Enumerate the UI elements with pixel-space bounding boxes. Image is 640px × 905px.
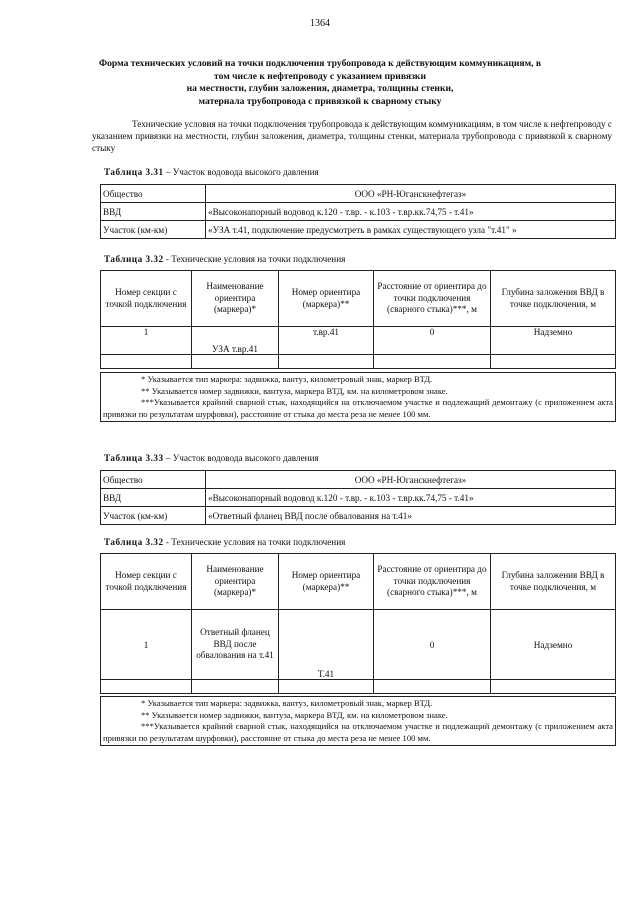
heading-line: на местности, глубин заложения, диаметра, толщины стенки, xyxy=(186,83,454,94)
table-cell: Участок (км-км) xyxy=(101,221,206,239)
table-cell: ВВД xyxy=(101,489,206,507)
table-cell: 0 xyxy=(374,327,491,355)
notes-block-b xyxy=(100,696,616,746)
footnote: * Указывается тип маркера: задвижка, вантуз, километровый знак, маркер ВТД. xyxy=(141,698,433,708)
table-cell: т.вр.41 xyxy=(279,327,374,355)
table-333 xyxy=(100,470,616,525)
footnote: ** Указывается номер задвижки, вантуза, маркера ВТД, км. на километровом знаке. xyxy=(141,385,448,396)
table-header-row xyxy=(101,554,616,610)
caption-number: Таблица 3.31 xyxy=(104,167,164,177)
table-row xyxy=(101,185,616,203)
footnote: ***Указывается крайний сварной стык, находящийся на отключаемом участке и подлежащий демонтажу (с приложением акта привязки по результатам шурфовки), расстояние от стыка до места реза не менее 100 мм. xyxy=(103,397,613,419)
table-cell xyxy=(374,680,491,694)
table-row xyxy=(101,203,616,221)
table-cell: «Высоконапорный водовод к.120 - т.вр. - к.103 - т.вр.кк.74,75 - т.41» xyxy=(206,489,616,507)
footnote: ** Указывается номер задвижки, вантуза, маркера ВТД, км. на километровом знаке. xyxy=(141,709,448,720)
footnote: * Указывается тип маркера: задвижка, вантуз, километровый знак, маркер ВТД. xyxy=(141,374,433,384)
table-cell: Общество xyxy=(101,185,206,203)
table-cell xyxy=(101,355,192,369)
table-cell: Участок (км-км) xyxy=(101,507,206,525)
heading-line: том числе к нефтепроводу с указанием привязки xyxy=(214,70,426,82)
table-row-empty xyxy=(101,680,616,694)
table-row xyxy=(101,221,616,239)
table-row xyxy=(101,610,616,680)
table-cell xyxy=(491,355,616,369)
table-332a xyxy=(100,270,616,369)
table-cell: Общество xyxy=(101,471,206,489)
caption-number: Таблица 3.32 xyxy=(104,254,164,264)
table-cell xyxy=(192,355,279,369)
table-332a-caption xyxy=(104,254,345,264)
table-cell: ВВД xyxy=(101,203,206,221)
caption-text: - Технические условия на точки подключения xyxy=(163,254,346,264)
table-cell: ООО «РН-Юганскнефтегаз» xyxy=(206,471,616,489)
table-cell xyxy=(491,680,616,694)
table-cell: ООО «РН-Юганскнефтегаз» xyxy=(206,185,616,203)
table-cell xyxy=(192,680,279,694)
table-cell: Надземно xyxy=(491,610,616,680)
table-row xyxy=(101,327,616,355)
table-cell xyxy=(374,355,491,369)
footnote: ***Указывается крайний сварной стык, находящийся на отключаемом участке и подлежащий демонтажу (с приложением акта привязки по результатам шурфовки), расстояние от стыка до места реза не менее 100 мм. xyxy=(103,721,613,743)
table-row-empty xyxy=(101,355,616,369)
intro-paragraph: Технические условия на точки подключения трубопровода к действующим коммуникациям, в том числе к нефтепроводу с указанием привязки на местности, глубин заложения, диаметра, толщины стенки, материала трубопровода с привязкой к сварному стыку xyxy=(92,119,612,153)
column-header: Расстояние от ориентира до точки подключения (сварного стыка)***, м xyxy=(374,554,491,610)
caption-text: – Участок водовода высокого давления xyxy=(163,167,319,177)
table-cell xyxy=(279,355,374,369)
column-header: Наименование ориентира (маркера)* xyxy=(192,271,279,327)
table-cell: 0 xyxy=(374,610,491,680)
table-cell: Т.41 xyxy=(279,610,374,680)
document-heading xyxy=(95,58,545,108)
table-cell: «Высоконапорный водовод к.120 - т.вр. - к.103 - т.вр.кк.74,75 - т.41» xyxy=(206,203,616,221)
table-cell xyxy=(101,680,192,694)
column-header: Номер секции с точкой подключения xyxy=(101,271,192,327)
column-header: Наименование ориентира (маркера)* xyxy=(192,554,279,610)
column-header: Номер секции с точкой подключения xyxy=(101,554,192,610)
column-header: Номер ориентира (маркера)** xyxy=(279,271,374,327)
column-header: Глубина заложения ВВД в точке подключения, м xyxy=(491,271,616,327)
table-332b xyxy=(100,553,616,694)
table-cell xyxy=(279,680,374,694)
column-header: Расстояние от ориентира до точки подключения (сварного стыка)***, м xyxy=(374,271,491,327)
notes-block-a xyxy=(100,372,616,422)
table-cell: УЗА т.вр.41 xyxy=(192,327,279,355)
table-row xyxy=(101,471,616,489)
caption-number: Таблица 3.32 xyxy=(104,537,164,547)
heading-line: материала трубопровода с привязкой к сварному стыку xyxy=(198,95,442,107)
caption-number: Таблица 3.33 xyxy=(104,453,164,463)
caption-text: - Технические условия на точки подключения xyxy=(163,537,346,547)
table-row xyxy=(101,489,616,507)
table-cell: 1 xyxy=(101,610,192,680)
table-333-caption xyxy=(104,453,319,463)
table-row xyxy=(101,507,616,525)
column-header: Глубина заложения ВВД в точке подключения, м xyxy=(491,554,616,610)
table-cell: «УЗА т.41, подключение предусмотреть в рамках существующего узла "т.41" » xyxy=(206,221,616,239)
table-header-row xyxy=(101,271,616,327)
table-331-caption xyxy=(104,167,319,177)
column-header: Номер ориентира (маркера)** xyxy=(279,554,374,610)
table-cell: Ответный фланец ВВД после обвалования на т.41 xyxy=(192,610,279,680)
table-332b-caption xyxy=(104,537,345,547)
table-cell: Надземно xyxy=(491,327,616,355)
heading-line: Форма технических условий на точки подключения трубопровода к действующим коммуникациям, в xyxy=(98,58,542,69)
page-number: 1364 xyxy=(310,18,330,29)
caption-text: – Участок водовода высокого давления xyxy=(163,453,319,463)
table-cell: «Ответный фланец ВВД после обвалования на т.41» xyxy=(206,507,616,525)
table-331 xyxy=(100,184,616,239)
table-cell: 1 xyxy=(101,327,192,355)
